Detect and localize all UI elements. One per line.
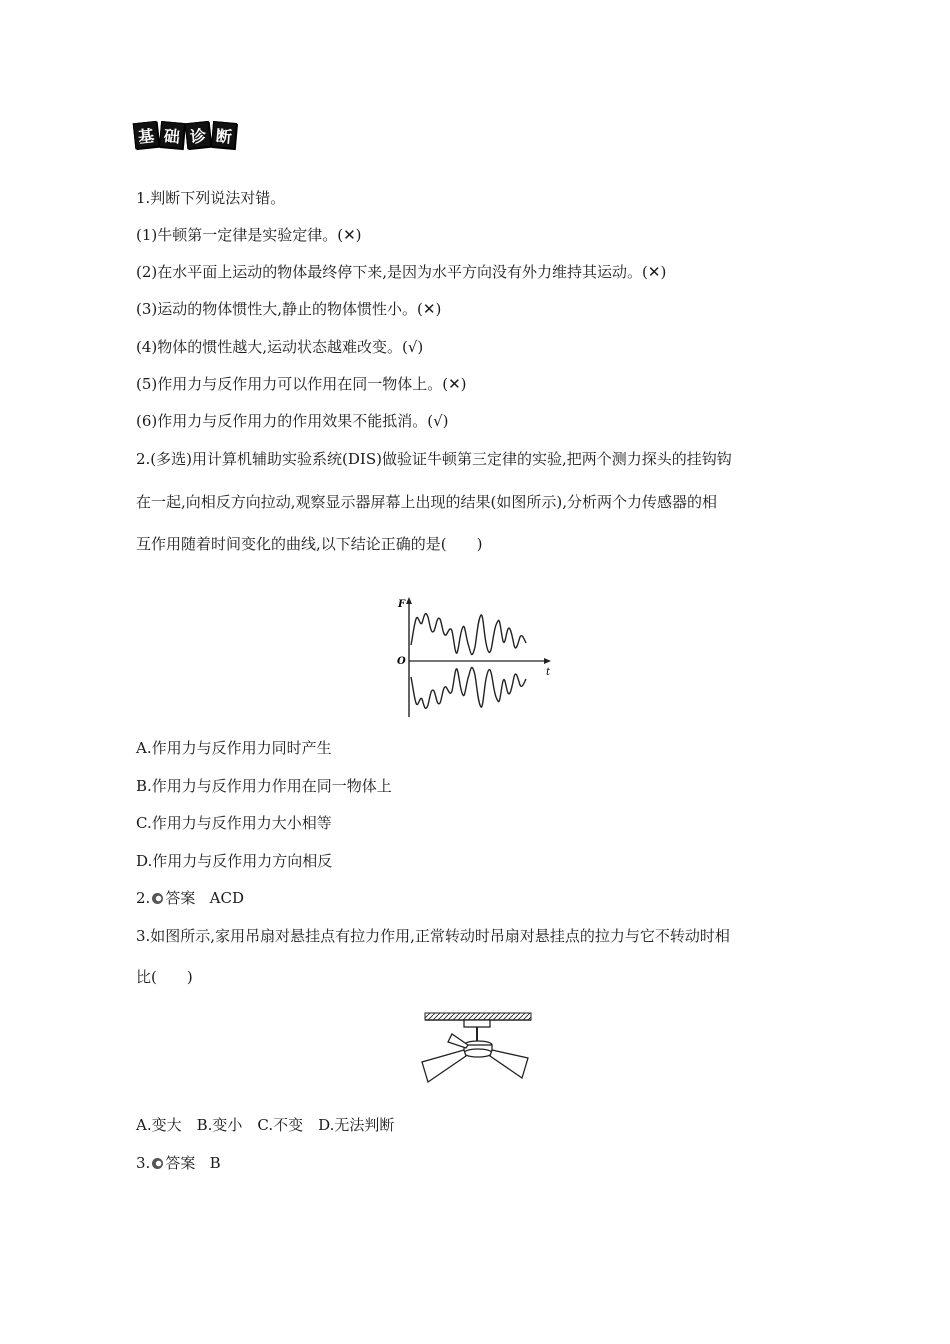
ceiling-fan-figure xyxy=(418,1010,538,1090)
answer-label: 答案 xyxy=(165,1154,196,1172)
q2-option-b: B.作用力与反作用力作用在同一物体上 xyxy=(136,777,392,795)
fan-mount xyxy=(464,1020,490,1027)
answer-number: 2. xyxy=(136,889,151,907)
answer-icon xyxy=(152,1158,163,1169)
answer-icon xyxy=(152,893,163,904)
answer-value: B xyxy=(209,1154,221,1172)
answer-number: 3. xyxy=(136,1154,151,1172)
force-curve-upper xyxy=(411,614,526,655)
heading-char: 诊 xyxy=(185,121,212,149)
answer-label: 答案 xyxy=(165,889,196,907)
q3-options: A.变大 B.变小 C.不变 D.无法判断 xyxy=(136,1116,395,1134)
fan-motor-bottom xyxy=(464,1049,492,1057)
x-axis-arrow xyxy=(544,658,551,664)
q2-answer xyxy=(136,888,244,908)
q2-stem-line-1: 2.(多选)用计算机辅助实验系统(DIS)做验证牛顿第三定律的实验,把两个测力探头的挂钩钩 xyxy=(136,450,732,468)
origin-label: O xyxy=(397,656,406,667)
force-time-graph xyxy=(392,595,572,720)
x-axis-label: t xyxy=(546,667,551,678)
q2-option-c: C.作用力与反作用力大小相等 xyxy=(136,814,332,832)
fan-blade-back xyxy=(448,1034,468,1048)
q3-answer xyxy=(136,1153,221,1173)
heading-char: 础 xyxy=(159,121,185,149)
q1-item-3: (3)运动的物体惯性大,静止的物体惯性小。(✕) xyxy=(136,300,442,318)
answer-value: ACD xyxy=(209,889,244,907)
q3-stem-line-1: 3.如图所示,家用吊扇对悬挂点有拉力作用,正常转动时吊扇对悬挂点的拉力与它不转动时相 xyxy=(136,927,730,945)
heading-char: 基 xyxy=(133,121,160,149)
q2-stem-line-2: 在一起,向相反方向拉动,观察显示器屏幕上出现的结果(如图所示),分析两个力传感器的相 xyxy=(136,493,718,511)
y-axis-arrow xyxy=(406,597,412,604)
y-axis-label: F xyxy=(398,599,406,610)
q2-option-d: D.作用力与反作用力方向相反 xyxy=(136,852,333,870)
fan-blade-left xyxy=(422,1050,466,1082)
q2-stem-line-3: 互作用随着时间变化的曲线,以下结论正确的是( ) xyxy=(136,535,483,553)
q1-item-1: (1)牛顿第一定律是实验定律。(✕) xyxy=(136,226,362,244)
heading-char: 断 xyxy=(211,121,237,149)
fan-blade-right xyxy=(490,1050,528,1078)
q1-item-5: (5)作用力与反作用力可以作用在同一物体上。(✕) xyxy=(136,375,467,393)
q1-item-6: (6)作用力与反作用力的作用效果不能抵消。(√) xyxy=(136,412,449,430)
force-curve-lower xyxy=(411,667,526,708)
q3-stem-line-2: 比( ) xyxy=(136,968,193,986)
q1-item-2: (2)在水平面上运动的物体最终停下来,是因为水平方向没有外力维持其运动。(✕) xyxy=(136,263,667,281)
q1-item-4: (4)物体的惯性越大,运动状态越难改变。(√) xyxy=(136,338,424,356)
section-heading xyxy=(134,122,236,148)
ceiling xyxy=(425,1013,531,1020)
q2-option-a: A.作用力与反作用力同时产生 xyxy=(136,739,332,757)
q1-stem: 1.判断下列说法对错。 xyxy=(136,189,286,207)
